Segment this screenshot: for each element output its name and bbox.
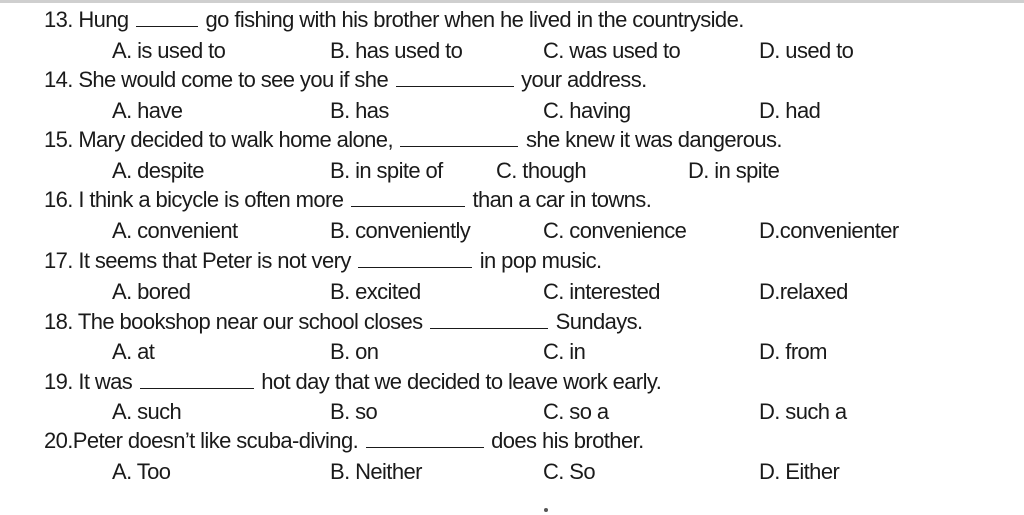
question-text-before: Hung (78, 7, 129, 32)
option-a[interactable]: A. at (112, 339, 155, 364)
option-b[interactable]: B. has used to (330, 38, 463, 63)
option-b[interactable]: B. conveniently (330, 218, 471, 243)
option-a[interactable]: A. such (112, 399, 182, 424)
question-number: 15. (44, 127, 73, 152)
option-d[interactable]: D. such a (759, 399, 847, 424)
option-b[interactable]: B. on (330, 339, 379, 364)
option-b[interactable]: B. in spite of (330, 158, 443, 183)
option-c[interactable]: C. so a (543, 399, 609, 424)
question-text-before: I think a bicycle is often more (78, 187, 344, 212)
question-14 (44, 68, 647, 92)
option-d[interactable]: D. Either (759, 459, 840, 484)
option-c[interactable]: C. though (496, 158, 587, 183)
question-text-after: hot day that we decided to leave work early. (261, 369, 662, 394)
question-text-before: It seems that Peter is not very (78, 248, 351, 273)
question-text-after: in pop music. (479, 248, 602, 273)
question-number: 18. (44, 309, 73, 334)
option-a[interactable]: A. despite (112, 158, 204, 183)
question-text-after: your address. (521, 67, 647, 92)
option-c[interactable]: C. was used to (543, 38, 681, 63)
top-edge-line (0, 0, 1024, 3)
question-text-before: She would come to see you if she (78, 67, 389, 92)
question-text-after: than a car in towns. (472, 187, 652, 212)
answer-blank[interactable] (366, 429, 484, 448)
question-text-after: does his brother. (491, 428, 644, 453)
answer-blank[interactable] (136, 8, 198, 27)
question-number: 14. (44, 67, 73, 92)
option-b[interactable]: B. Neither (330, 459, 422, 484)
option-b[interactable]: B. has (330, 98, 389, 123)
option-d[interactable]: D. from (759, 339, 827, 364)
question-text-before: The bookshop near our school closes (77, 309, 423, 334)
option-a[interactable]: A. bored (112, 279, 191, 304)
option-a[interactable]: A. Too (112, 459, 171, 484)
option-c[interactable]: C. convenience (543, 218, 687, 243)
question-20 (44, 429, 644, 453)
question-17 (44, 249, 602, 273)
option-d[interactable]: D. in spite (688, 158, 780, 183)
option-d[interactable]: D.convenienter (759, 218, 899, 243)
option-c[interactable]: C. having (543, 98, 631, 123)
question-number: 20. (44, 428, 73, 453)
option-a[interactable]: A. is used to (112, 38, 226, 63)
question-number: 17. (44, 248, 73, 273)
answer-blank[interactable] (400, 128, 518, 147)
question-text-before: Mary decided to walk home alone, (78, 127, 393, 152)
question-number: 16. (44, 187, 73, 212)
option-c[interactable]: C. in (543, 339, 586, 364)
answer-blank[interactable] (430, 310, 548, 329)
option-c[interactable]: C. So (543, 459, 596, 484)
answer-blank[interactable] (140, 370, 254, 389)
question-number: 13. (44, 7, 73, 32)
question-number: 19. (44, 369, 73, 394)
option-d[interactable]: D. had (759, 98, 821, 123)
question-text-before: It was (78, 369, 133, 394)
option-a[interactable]: A. convenient (112, 218, 238, 243)
question-19 (44, 370, 661, 394)
question-15 (44, 128, 782, 152)
question-text-after: she knew it was dangerous. (526, 127, 782, 152)
option-b[interactable]: B. so (330, 399, 378, 424)
option-d[interactable]: D. used to (759, 38, 854, 63)
question-text-after: Sundays. (555, 309, 643, 334)
answer-blank[interactable] (351, 188, 465, 207)
question-text-before: Peter doesn’t like scuba-diving. (72, 428, 359, 453)
question-text-after: go fishing with his brother when he lived in the countryside. (205, 7, 744, 32)
question-13 (44, 8, 744, 32)
answer-blank[interactable] (396, 68, 514, 87)
option-a[interactable]: A. have (112, 98, 183, 123)
question-18 (44, 310, 643, 334)
option-b[interactable]: B. excited (330, 279, 421, 304)
option-d[interactable]: D.relaxed (759, 279, 848, 304)
question-16 (44, 188, 651, 212)
scan-speck (544, 508, 548, 512)
answer-blank[interactable] (358, 249, 472, 268)
option-c[interactable]: C. interested (543, 279, 660, 304)
